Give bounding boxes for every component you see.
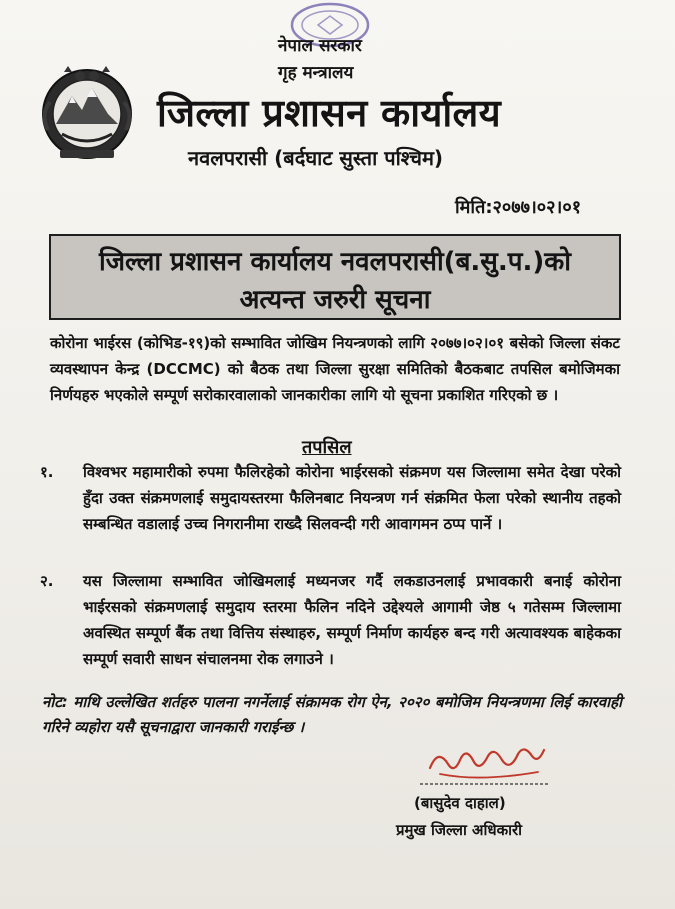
- notice-date: मिति:२०७७।०२।०१: [455, 197, 582, 218]
- nepal-emblem-icon: [34, 62, 140, 162]
- note-body: माथि उल्लेखित शर्तहरु पालना नगर्नेलाई संक्रामक रोग ऐन, २०२० बमोजिम नियन्त्रणमा लिई कारवाही गरिने व्यहोरा यसै सूचनाद्वारा जानकारी गराईन्छ ।: [42, 693, 622, 736]
- intro-paragraph: कोरोना भाईरस (कोभिड-१९)को सम्भावित जोखिम नियन्त्रणको लागि २०७७।०२।०१ बसेको जिल्ला संकट व्यवस्थापन केन्द्र (DCCMC) को बैठक तथा जिल्ला सुरक्षा समितिको बैठकबाट तपसिल बमोजिमका निर्णयहरु भएकोले सम्पूर्ण सरोकारवालाको जानकारीका लागि यो सूचना प्रकाशित गरिएको छ ।: [50, 334, 620, 404]
- note-paragraph: [42, 690, 622, 740]
- item-number: १.: [40, 463, 54, 481]
- details-heading: तपसिल: [302, 437, 352, 458]
- office-subtitle: नवलपरासी (बर्दघाट सुस्ता पश्चिम): [188, 146, 444, 170]
- note-label: नोट:: [42, 693, 68, 711]
- notice-banner: [49, 234, 621, 320]
- banner-title-line1: जिल्ला प्रशासन कार्यालय नवलपरासी(ब.सु.प.)को: [99, 247, 571, 277]
- government-name: नेपाल सरकार: [278, 36, 362, 56]
- signature-icon: [420, 738, 550, 786]
- item-text: यस जिल्लामा सम्भावित जोखिमलाई मध्यनजर गर्दै लकडाउनलाई प्रभावकारी बनाई कोरोना भाईरसको संक्रमणलाई समुदाय स्तरमा फैलिन नदिने उद्देश्यले आगामी जेष्ठ ५ गतेसम्म जिल्लामा अवस्थित सम्पूर्ण बैंक तथा वित्तिय संस्थाहरु, सम्पूर्ण निर्माण कार्यहरु बन्द गरी अत्यावश्यक बाहेकका सम्पूर्ण सवारी साधन संचालनमा रोक लगाउने ।: [83, 572, 621, 668]
- item-text: विश्वभर महामारीको रुपमा फैलिरहेको कोरोना भाईरसको संक्रमण यस जिल्लामा समेत देखा परेको हुँदा उक्त संक्रमणलाई समुदायस्तरमा फैलिनबाट नियन्त्रण गर्न संक्रमित फेला परेको स्थानीय तहको सम्बन्धित वडालाई उच्च निगरानीमा राख्दै सिलवन्दी गरी आवागमन ठप्प पार्ने ।: [83, 463, 621, 533]
- ministry-name: गृह मन्त्रालय: [278, 63, 354, 83]
- office-title: जिल्ला प्रशासन कार्यालय: [157, 91, 501, 135]
- item-number: २.: [40, 572, 54, 590]
- signatory-title: प्रमुख जिल्ला अधिकारी: [396, 821, 523, 839]
- banner-title-line2: अत्यन्त जरुरी सूचना: [239, 285, 431, 315]
- signatory-name: (बासुदेव दाहाल): [414, 794, 506, 812]
